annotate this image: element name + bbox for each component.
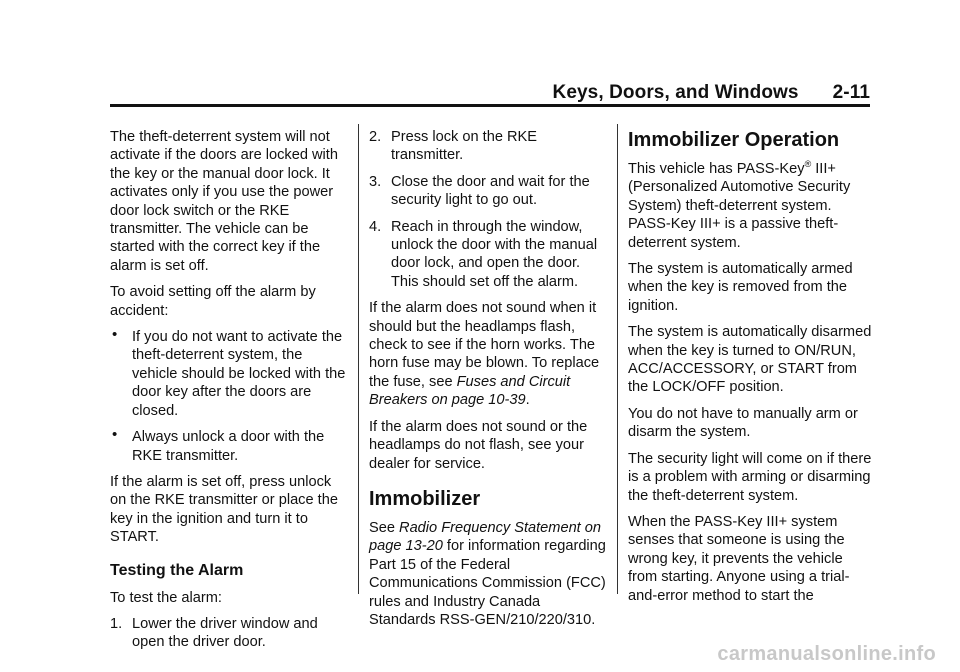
paragraph: To test the alarm: xyxy=(110,589,222,606)
step-text: Reach in through the window, unlock the door with the manual door lock, and open the door. This should set off the alarm. xyxy=(391,218,598,290)
text-run: See xyxy=(369,519,400,536)
page-header xyxy=(110,82,870,104)
bullet-item: • Always unlock a door with the RKE transmitter. xyxy=(110,428,350,465)
step-text: Close the door and wait for the security light to go out. xyxy=(391,173,590,209)
step-number: 1. xyxy=(110,615,123,632)
page-number: 2-11 xyxy=(832,82,870,103)
paragraph: The system is automatically disarmed when the key is turned to ON/RUN, ACC/ACCESSORY, or START from the LOCK/OFF position. xyxy=(628,324,872,396)
subheading-testing-alarm: Testing the Alarm xyxy=(110,561,244,579)
column-right xyxy=(628,128,873,605)
paragraph xyxy=(628,160,873,252)
paragraph: When the PASS-Key III+ system senses that someone is using the wrong key, it prevents the vehicle from starting. Anyone using a trial-and-error method to start the xyxy=(628,513,850,604)
paragraph: You do not have to manually arm or disarm the system. xyxy=(628,405,858,441)
paragraph: To avoid setting off the alarm by accident: xyxy=(110,284,316,319)
numbered-step xyxy=(369,218,609,292)
numbered-step xyxy=(369,128,609,165)
numbered-step xyxy=(369,173,609,210)
text-run: for information regarding Part 15 of the Federal Communications Commission (FCC) rules and Industry Canada Standards RSS-GEN/210/220/310. xyxy=(369,538,606,628)
paragraph xyxy=(369,299,609,409)
paragraph: If the alarm does not sound or the headlamps do not flash, see your dealer for service. xyxy=(369,418,588,472)
column-divider xyxy=(617,124,618,594)
column-middle xyxy=(369,128,609,629)
heading-immobilizer-operation: Immobilizer Operation xyxy=(628,129,840,151)
header-rule xyxy=(110,104,870,107)
column-divider xyxy=(358,124,359,594)
column-left xyxy=(110,128,350,660)
cross-reference-link[interactable]: Fuses and Circuit Breakers on page 10-39 xyxy=(369,373,571,409)
numbered-step xyxy=(110,615,350,652)
paragraph: The theft-deterrent system will not activate if the doors are locked with the key or the manual door lock. It activates only if you use the power door lock switch or the RKE transmitter. The vehicle can be started with the correct key if the alarm is set off. xyxy=(110,129,338,274)
text-run: III+ (Personalized Automotive Security System) theft-deterrent system. PASS-Key III+ is a passive theft-deterrent system. xyxy=(628,161,851,251)
paragraph: The system is automatically armed when the key is removed from the ignition. xyxy=(628,261,853,314)
text-run: This vehicle has PASS-Key xyxy=(628,161,805,177)
heading-immobilizer: Immobilizer xyxy=(369,487,481,510)
paragraph xyxy=(369,519,609,629)
registered-mark: ® xyxy=(804,159,812,170)
step-number: 3. xyxy=(369,173,382,190)
section-title: Keys, Doors, and Windows xyxy=(552,82,799,103)
cross-reference-link[interactable]: Radio Frequency Statement on page 13-20 xyxy=(369,519,602,555)
paragraph: If the alarm is set off, press unlock on the RKE transmitter or place the key in the ignition and turn it to START. xyxy=(110,473,338,546)
text-run: If the alarm does not sound when it should but the headlamps flash, check to see if the horn works. The horn fuse may be blown. To replace the fuse, see xyxy=(369,300,600,390)
step-text: Press lock on the RKE transmitter. xyxy=(391,129,538,164)
paragraph: The security light will come on if there is a problem with arming or disarming the theft-deterrent system. xyxy=(628,450,872,504)
watermark: carmanualsonline.info xyxy=(717,643,936,665)
bullet-item: • If you do not want to activate the theft-deterrent system, the vehicle should be locked with the door key after the doors are closed. xyxy=(110,328,350,420)
step-number: 4. xyxy=(369,218,382,235)
step-text: Lower the driver window and open the driver door. xyxy=(132,615,318,651)
step-number: 2. xyxy=(369,129,382,145)
text-run: . xyxy=(525,392,530,409)
